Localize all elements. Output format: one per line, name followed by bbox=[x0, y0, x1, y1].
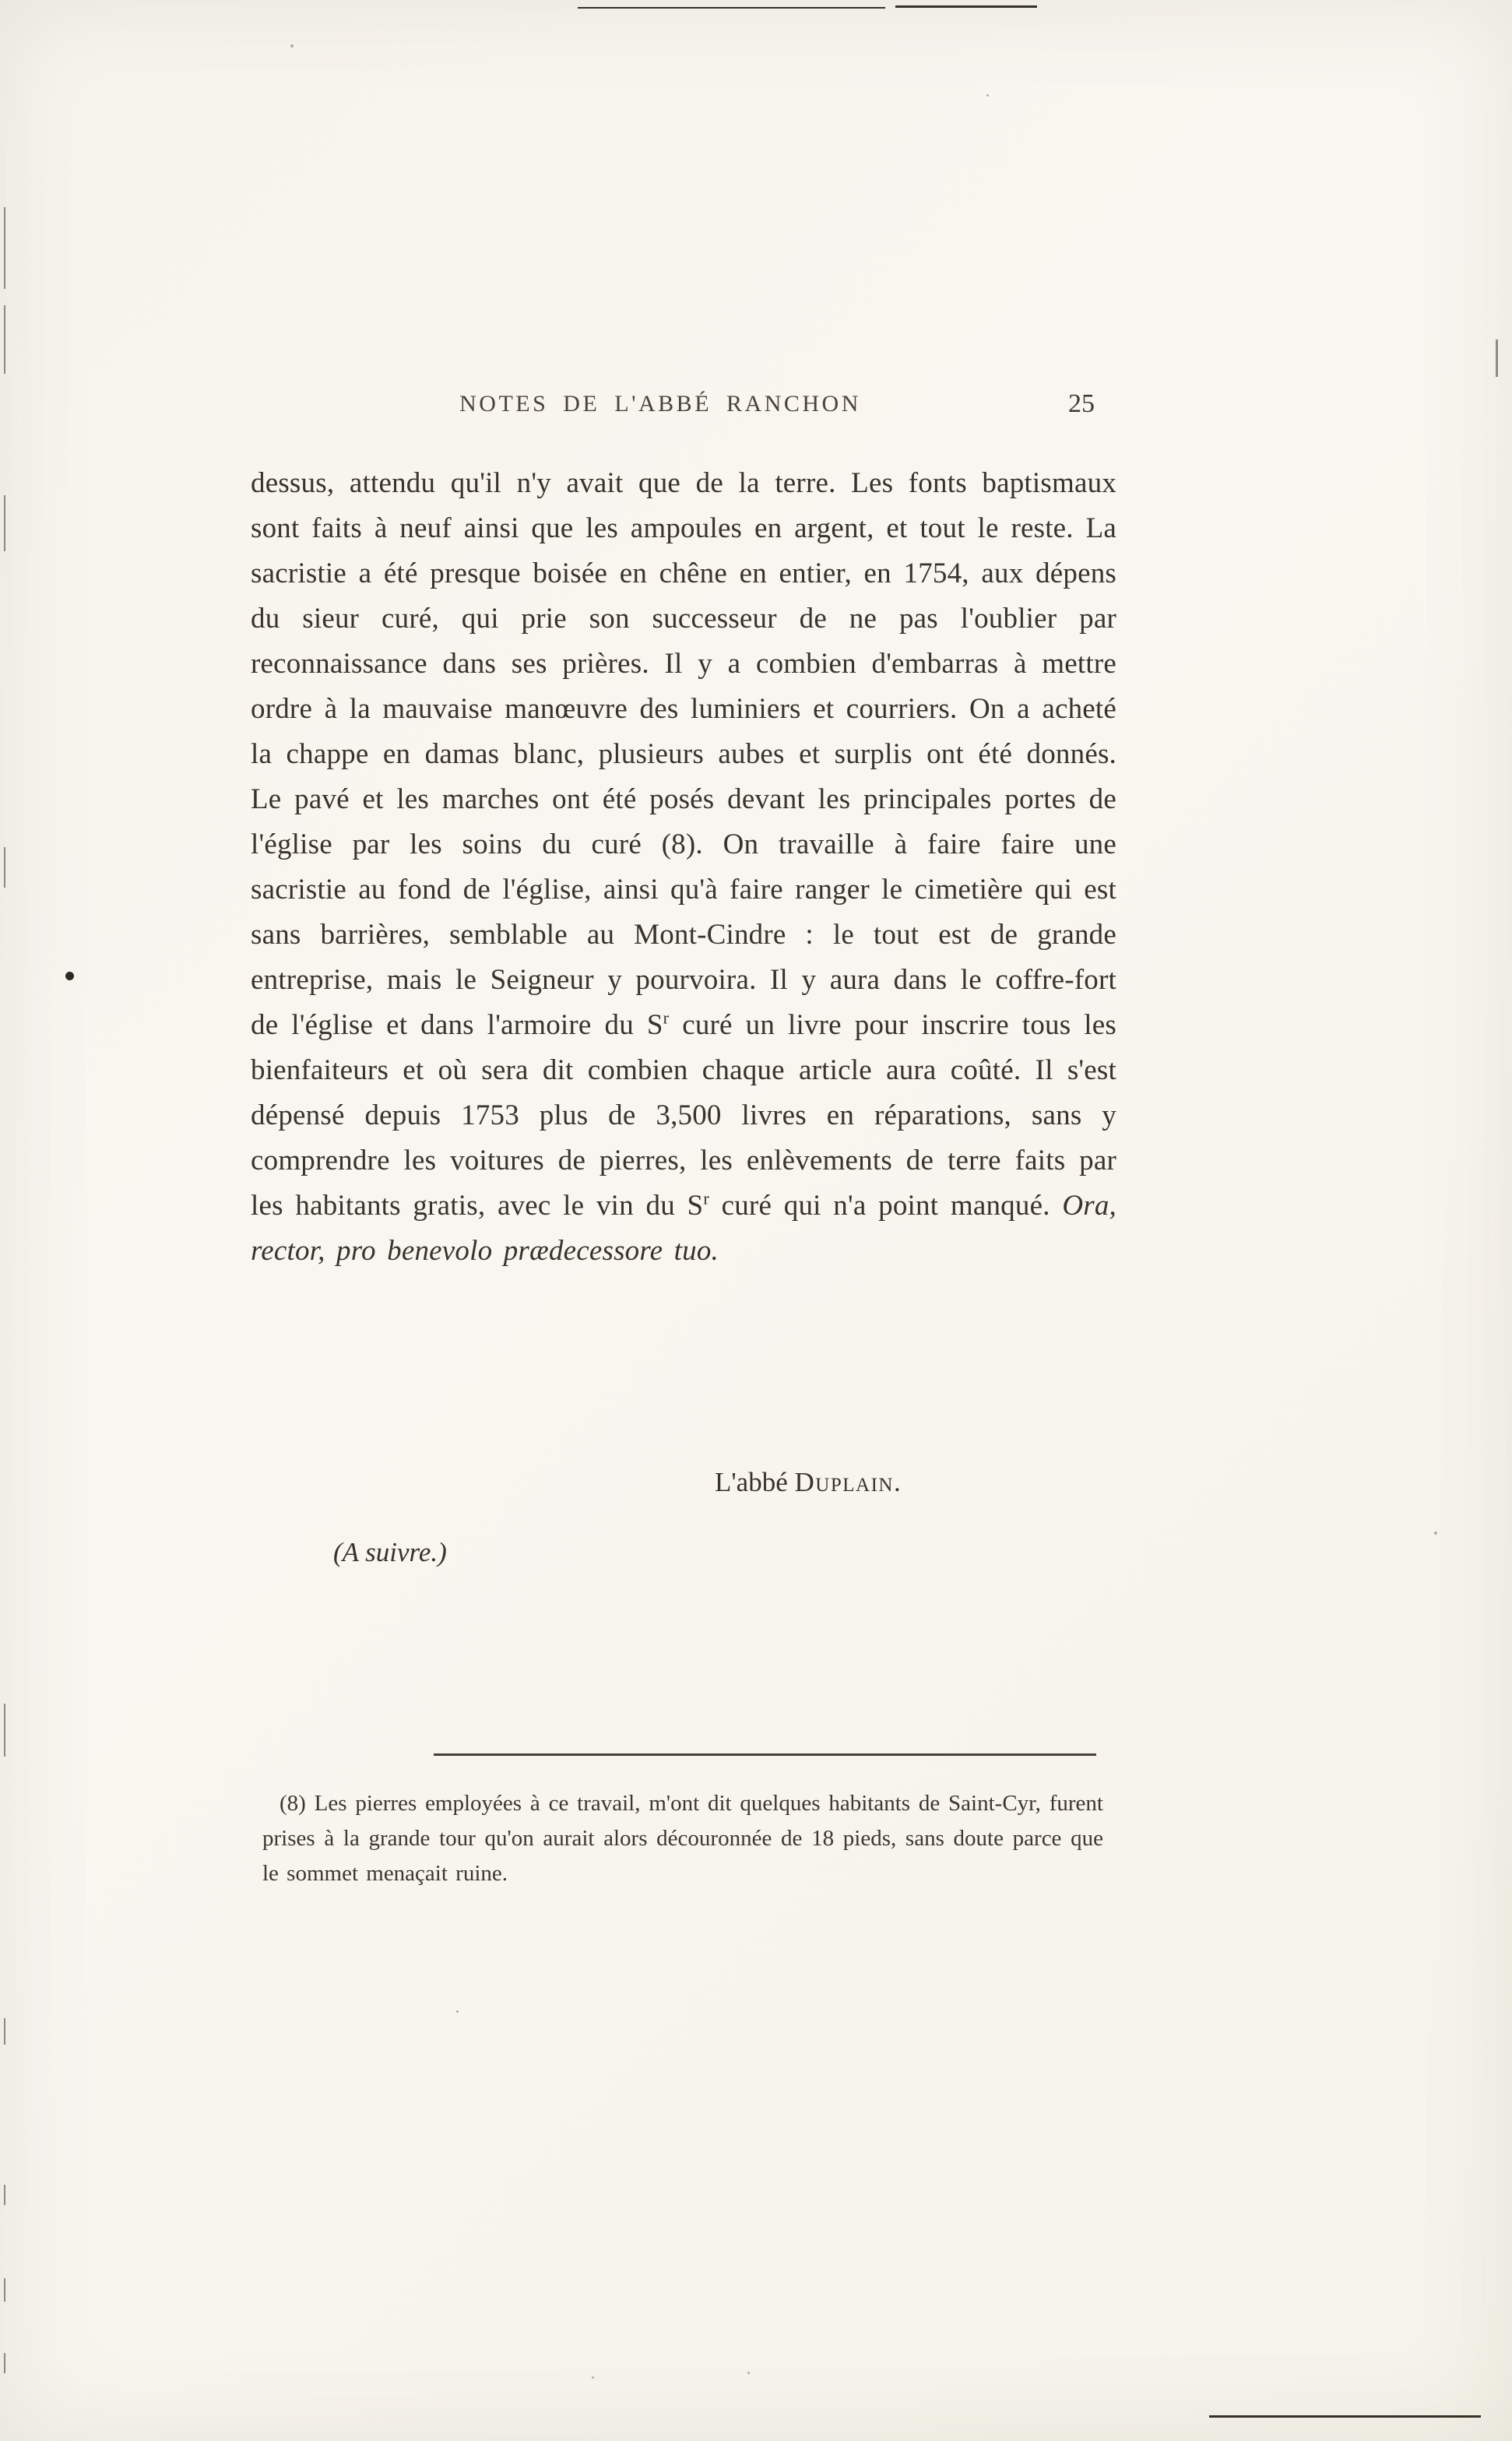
footnote-separator bbox=[434, 1753, 1096, 1756]
scan-artifact-left-edge-tick bbox=[4, 2278, 5, 2302]
scan-artifact-left-edge-tick bbox=[4, 207, 5, 289]
scan-artifact-speck bbox=[290, 44, 294, 47]
scan-artifact-left-edge-tick bbox=[4, 1704, 5, 1757]
paragraph-segment-2: curé un livre pour inscrire tous les bienfaiteurs et où sera dit combien chaque article aura coûté. Il s'est dépensé depuis 1753 plus de 3,500 livres en réparations, sans y comprendre les voitures de pierres, les enlèvements de terre faits par les habitants gratis, avec le vin du S bbox=[251, 1009, 1116, 1222]
scan-artifact-speck bbox=[456, 2010, 459, 2013]
scan-artifact-left-edge-tick bbox=[4, 495, 5, 551]
scan-artifact-top-rule-left bbox=[578, 7, 885, 9]
scan-artifact-left-edge-tick bbox=[4, 2018, 5, 2045]
scan-artifact-right-edge-tick bbox=[1496, 339, 1498, 377]
scan-artifact-speck bbox=[592, 2376, 594, 2379]
main-paragraph bbox=[251, 461, 1116, 1274]
scan-artifact-speck bbox=[747, 2372, 750, 2374]
page-header bbox=[251, 391, 1116, 427]
scan-artifact-left-edge-tick bbox=[4, 305, 5, 374]
signature-line bbox=[715, 1467, 902, 1498]
signature-prefix: L'abbé bbox=[715, 1467, 795, 1497]
continuation-note: (A suivre.) bbox=[333, 1537, 447, 1567]
scan-artifact-speck bbox=[1434, 1532, 1437, 1535]
scan-artifact-top-rule-right bbox=[895, 5, 1037, 8]
latin-phrase: Ora, rector, pro benevolo prædecessore tuo. bbox=[251, 1190, 1116, 1267]
paragraph-segment-3: curé qui n'a point manqué. bbox=[709, 1190, 1063, 1222]
superscript-r: r bbox=[663, 1008, 670, 1028]
scan-artifact-left-edge-tick bbox=[4, 847, 5, 888]
footnote-text: (8) Les pierres employées à ce travail, m'ont dit quelques habitants de Saint-Cyr, furent prises à la grande tour qu'on aurait alors découronnée de 18 pieds, sans doute parce que le sommet menaçait ruine. bbox=[262, 1791, 1103, 1886]
scan-artifact-ink-dot bbox=[65, 972, 74, 980]
signature-name: Duplain. bbox=[794, 1467, 902, 1497]
scan-artifact-left-edge-tick bbox=[4, 2353, 5, 2373]
scan-artifact-speck bbox=[986, 94, 989, 97]
running-title: NOTES DE L'ABBÉ RANCHON bbox=[459, 391, 861, 417]
superscript-r: r bbox=[703, 1188, 709, 1208]
page-number: 25 bbox=[1068, 389, 1095, 418]
scan-artifact-left-edge-tick bbox=[4, 2185, 5, 2205]
paragraph-segment-1: dessus, attendu qu'il n'y avait que de la terre. Les fonts baptismaux sont faits à neuf ainsi que les ampoules en argent, et tout le reste. La sacristie a été presque boisée en chêne en entier, en 1754, aux dépens du sieur curé, qui prie son successeur de ne pas l'oublier par reconnaissance dans ses prières. Il y a combien d'embarras à mettre ordre à la mauvaise manœuvre des luminiers et courriers. On a acheté la chappe en damas blanc, plusieurs aubes et surplis ont été donnés. Le pavé et les marches ont été posés devant les principales portes de l'église par les soins du curé (8). On travaille à faire faire une sacristie au fond de l'église, ainsi qu'à faire ranger le cimetière qui est sans barrières, semblable au Mont-Cindre : le tout est de grande entreprise, mais le Seigneur y pourvoira. Il y aura dans le coffre-fort de l'église et dans l'armoire du S bbox=[251, 467, 1116, 1041]
scan-artifact-bottom-rule bbox=[1209, 2415, 1481, 2418]
